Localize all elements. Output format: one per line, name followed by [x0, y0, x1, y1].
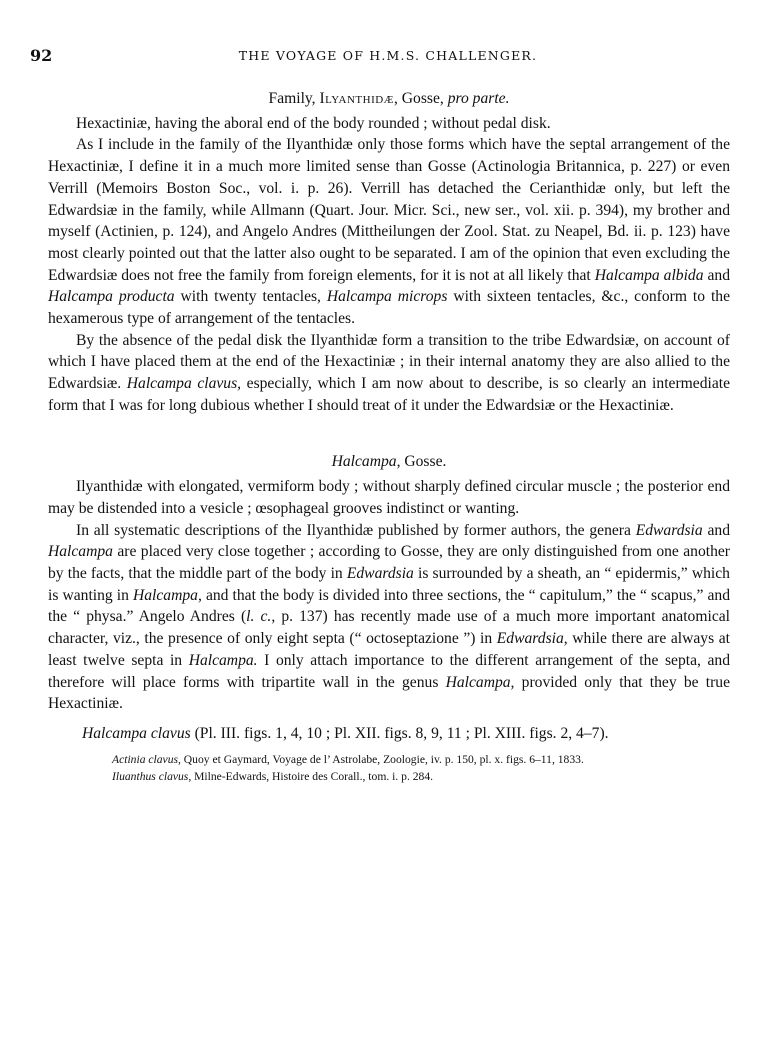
family-qualifier: pro parte.	[447, 90, 510, 107]
running-title: THE VOYAGE OF H.M.S. CHALLENGER.	[238, 48, 538, 63]
family-name: Ilyanthidæ	[319, 90, 394, 107]
paragraph-transition: By the absence of the pedal disk the Ilyanthidæ form a transition to the tribe Edwardsiæ, on account of which I have placed them at the end of the Hexactiniæ ; in their internal anatomy they are also allied to the Edwardsiæ. Halcampa clavus, especially, which I am now about to describe, is so clearly an intermediate form that I was for long dubious whether I should treat of it under the Edwardsiæ or the Hexactiniæ.	[48, 331, 730, 414]
page-header	[30, 46, 746, 70]
species-name: Halcampa clavus	[82, 724, 191, 742]
page-number: 92	[30, 46, 53, 65]
paragraph-genus-definition: Ilyanthidæ with elongated, vermiform body ; without sharply defined circular muscle ; the posterior end may be distended into a vesicle ; œsophageal grooves indistinct or wanting.	[48, 478, 730, 517]
family-heading: Family, Ilyanthidæ, Gosse, pro parte.	[268, 90, 510, 107]
paragraph-family-scope: As I include in the family of the Ilyanthidæ only those forms which have the septal arrangement of the Hexactiniæ, I define it in a much more limited sense than Gosse (Actinologia Britannica, p. 227) or even Verrill (Memoirs Boston Soc., vol. i. p. 26). Verrill has detached the Cerianthidæ only, but left the Edwardsiæ in the family, while Allmann (Quart. Jour. Micr. Sci., new ser., vol. xii. p. 394), my brother and myself (Actinien, p. 124), and Angelo Andres (Mittheilungen der Zool. Stat. zu Neapel, Bd. ii. p. 123) have most clearly pointed out that the latter also ought to be separated. I am of the opinion that even excluding the Edwardsiæ does not free the family from foreign elements, for it is not at all likely that Halcampa albida and Halcampa producta with twenty tentacles, Halcampa microps with sixteen tentacles, &c., conform to the hexamerous type of arrangement of the tentacles.	[48, 136, 730, 328]
body-text	[48, 88, 730, 785]
species-plate-refs: (Pl. III. figs. 1, 4, 10 ; Pl. XII. figs. 8, 9, 11 ; Pl. XIII. figs. 2, 4–7).	[190, 724, 609, 742]
species-heading	[48, 723, 730, 745]
paragraph-genus-discussion: In all systematic descriptions of the Ilyanthidæ published by former authors, the genera Edwardsia and Halcampa are placed very close together ; according to Gosse, they are only distinguished from one another by the facts, that the middle part of the body in Edwardsia is surrounded by a sheath, an “ epidermis,” which is wanting in Halcampa, and that the body is divided into three sections, the “ capitulum,” the “ scapus,” and the “ physa.” Angelo Andres (l. c., p. 137) has recently made use of a much more important anatomical character, viz., the presence of only eight septa (“ octoseptazione ”) in Edwardsia, while there are always at least twelve septa in Halcampa. I only attach importance to the different arrangement of the septa, and therefore will place forms with tripartite wall in the genus Halcampa, provided only that they be true Hexactiniæ.	[48, 521, 731, 713]
synonym-entry: Actinia clavus, Quoy et Gaymard, Voyage de l’ Astrolabe, Zoologie, iv. p. 150, pl. x. figs. 6–11, 1833.	[112, 752, 584, 766]
paragraph-family-definition: Hexactiniæ, having the aboral end of the body rounded ; without pedal disk.	[76, 114, 551, 132]
genus-name: Halcampa	[331, 452, 397, 470]
genus-heading: Halcampa, Gosse.	[331, 452, 447, 470]
synonym-entry: Iluanthus clavus, Milne-Edwards, Histoire des Corall., tom. i. p. 284.	[112, 769, 434, 783]
